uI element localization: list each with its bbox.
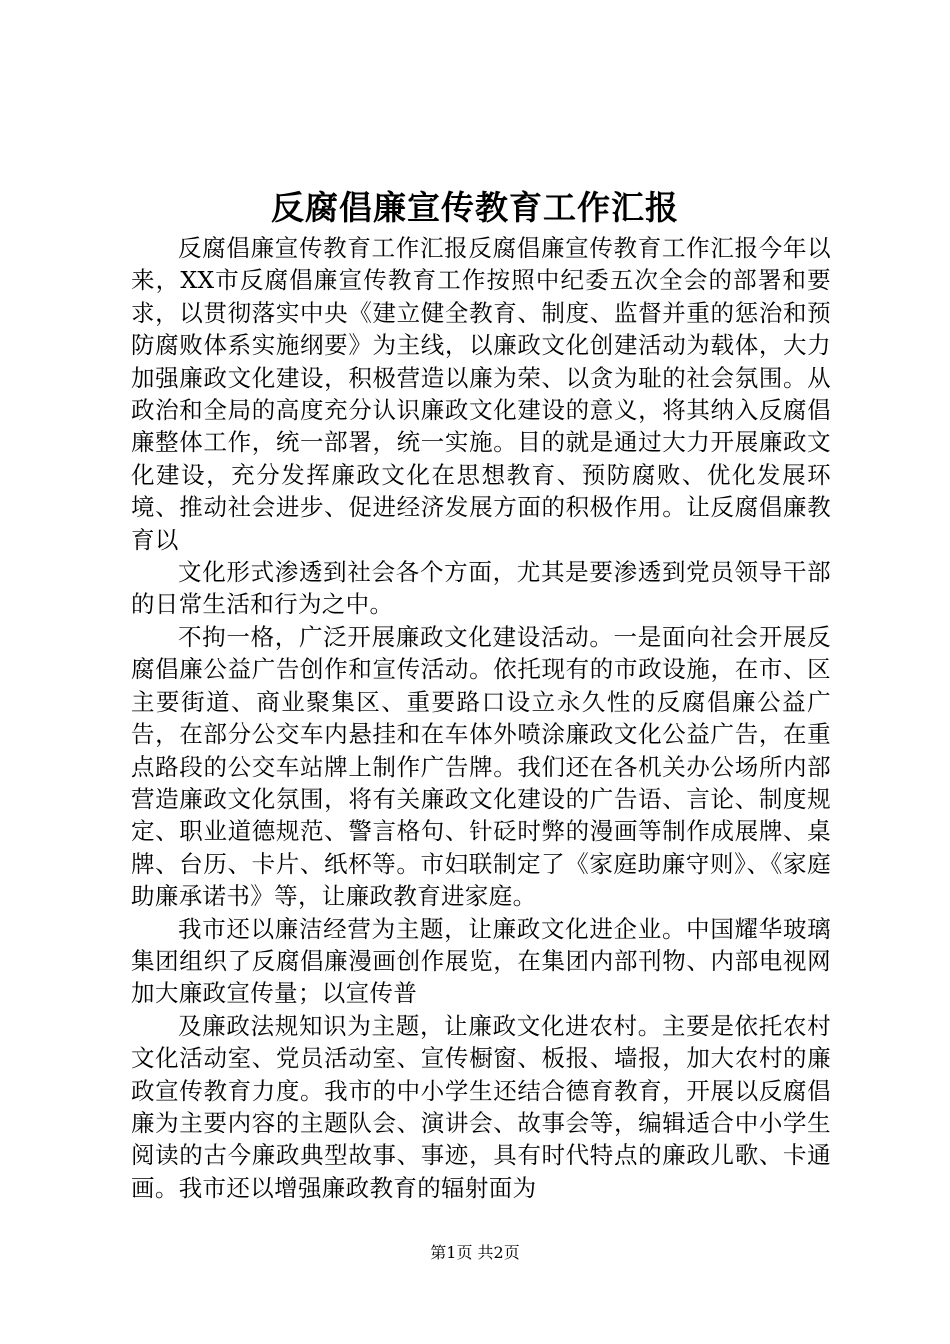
paragraph: 文化形式渗透到社会各个方面，尤其是要渗透到党员领导干部的日常生活和行为之中。	[131, 558, 831, 619]
document-body	[131, 232, 831, 1204]
paragraph: 我市还以廉洁经营为主题，让廉政文化进企业。中国耀华玻璃集团组织了反腐倡廉漫画创作展览，在集团内部刊物、内部电视网加大廉政宣传量；以宣传普	[131, 914, 831, 1008]
paragraph: 反腐倡廉宣传教育工作汇报反腐倡廉宣传教育工作汇报今年以来，XX市反腐倡廉宣传教育工作按照中纪委五次全会的部署和要求，以贯彻落实中央《建立健全教育、制度、监督并重的惩治和预防腐败体系实施纲要》为主线，以廉政文化创建活动为载体，大力加强廉政文化建设，积极营造以廉为荣、以贪为耻的社会氛围。从政治和全局的高度充分认识廉政文化建设的意义，将其纳入反腐倡廉整体工作，统一部署，统一实施。目的就是通过大力开展廉政文化建设，充分发挥廉政文化在思想教育、预防腐败、优化发展环境、推动社会进步、促进经济发展方面的积极作用。让反腐倡廉教育以	[131, 234, 831, 554]
paragraph: 不拘一格，广泛开展廉政文化建设活动。一是面向社会开展反腐倡廉公益广告创作和宣传活动。依托现有的市政设施，在市、区主要街道、商业聚集区、重要路口设立永久性的反腐倡廉公益广告，在部分公交车内悬挂和在车体外喷涂廉政文化公益广告，在重点路段的公交车站牌上制作广告牌。我们还在各机关办公场所内部营造廉政文化氛围，将有关廉政文化建设的广告语、言论、制度规定、职业道德规范、警言格句、针砭时弊的漫画等制作成展牌、桌牌、台历、卡片、纸杯等。市妇联制定了《家庭助廉守则》、《家庭助廉承诺书》等，让廉政教育进家庭。	[131, 622, 831, 911]
document-title: 反腐倡廉宣传教育工作汇报	[271, 188, 679, 227]
page-number-footer: 第1页 共2页	[430, 1243, 520, 1262]
paragraph: 及廉政法规知识为主题，让廉政文化进农村。主要是依托农村文化活动室、党员活动室、宣传橱窗、板报、墙报，加大农村的廉政宣传教育力度。我市的中小学生还结合德育教育，开展以反腐倡廉为主要内容的主题队会、演讲会、故事会等，编辑适合中小学生阅读的古今廉政典型故事、事迹，具有时代特点的廉政儿歌、卡通画。我市还以增强廉政教育的辐射面为	[131, 1011, 831, 1202]
